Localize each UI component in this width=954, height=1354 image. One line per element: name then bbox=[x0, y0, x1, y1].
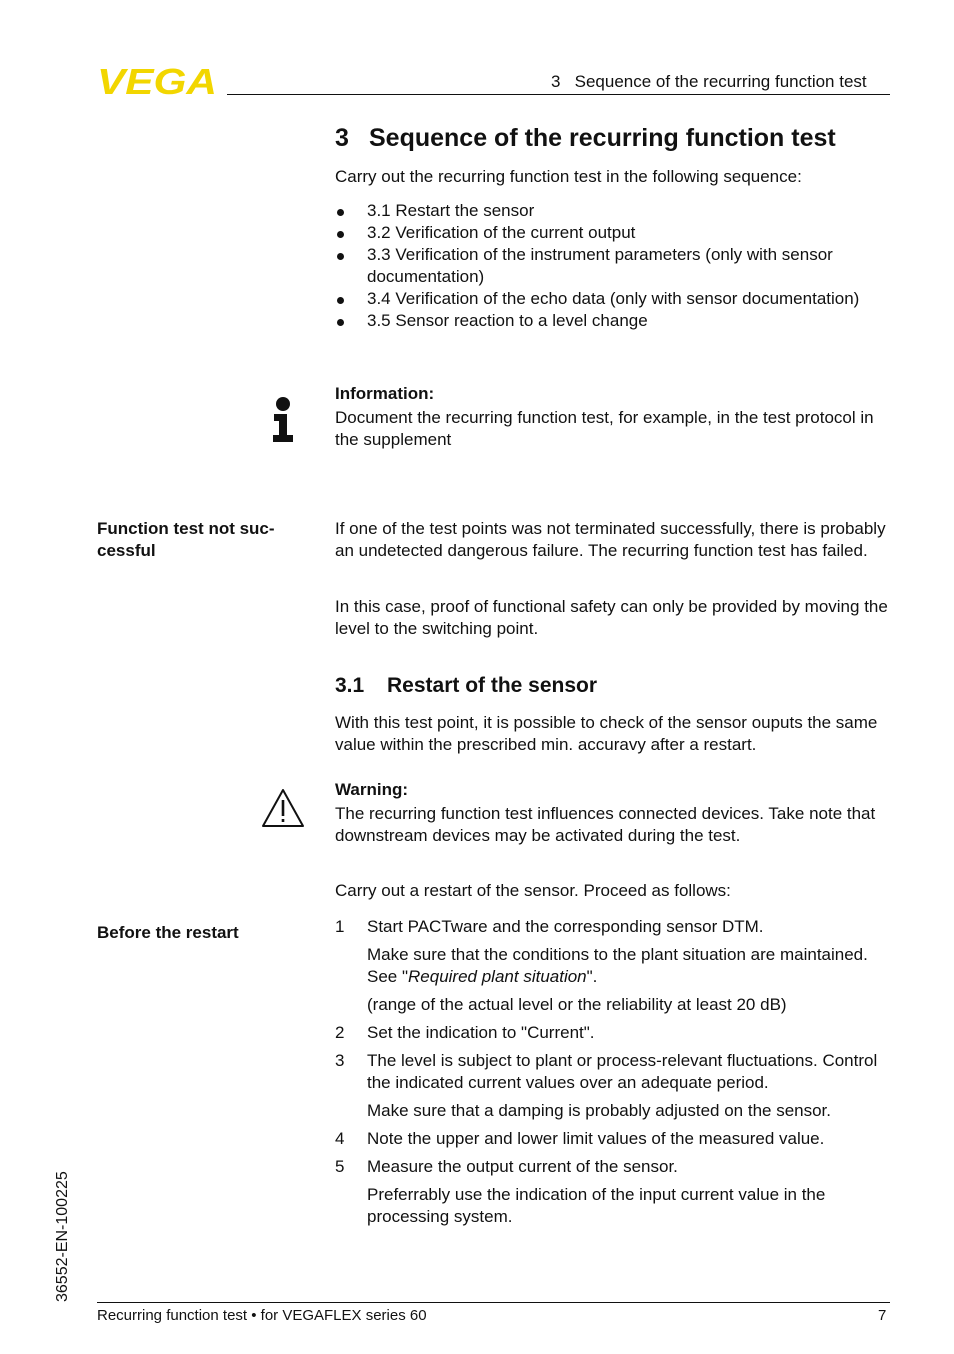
warning-text: The recurring function test influences connected devices. Take note that downstream devices may be activated during the test. bbox=[335, 804, 876, 845]
step-note: Make sure that a damping is probably adjusted on the sensor. bbox=[367, 1101, 832, 1120]
step-5 bbox=[335, 1156, 895, 1228]
section-intro: With this test point, it is possible to check of the sensor ouputs the same value within the prescribed min. accuravy after a restart. bbox=[335, 713, 878, 754]
step-text: The level is subject to plant or process-relevant fluctuations. Control the indicated current values over an adequate period. bbox=[367, 1051, 878, 1092]
bullet-icon bbox=[337, 319, 344, 326]
footer-text: Recurring function test • for VEGAFLEX series 60 bbox=[97, 1307, 427, 1324]
step-text: Note the upper and lower limit values of the measured value. bbox=[367, 1129, 825, 1148]
step-text: Start PACTware and the corresponding sensor DTM. bbox=[367, 917, 764, 936]
step-text: Set the indication to "Current". bbox=[367, 1023, 595, 1042]
step-2 bbox=[335, 1022, 895, 1044]
information-note bbox=[335, 383, 891, 451]
running-header: 3 Sequence of the recurring function test bbox=[551, 72, 867, 91]
chapter-title: Sequence of the recurring function test bbox=[369, 124, 836, 152]
chapter-heading bbox=[335, 122, 836, 154]
information-icon bbox=[272, 397, 294, 449]
step-4 bbox=[335, 1128, 895, 1150]
step-number: 2 bbox=[335, 1023, 345, 1042]
plant-situation-reference: Required plant situation bbox=[408, 967, 587, 986]
list-item: 3.1 Restart the sensor bbox=[335, 200, 895, 222]
warning-title: Warning: bbox=[335, 780, 409, 799]
bullet-icon bbox=[337, 209, 344, 216]
bullet-icon bbox=[337, 231, 344, 238]
failure-paragraph-1: If one of the test points was not terminated successfully, there is probably an undetected dangerous failure. The recurring function test has failed. bbox=[335, 519, 886, 560]
step-1 bbox=[335, 916, 895, 1016]
step-number: 4 bbox=[335, 1129, 345, 1148]
list-item: 3.4 Verification of the echo data (only with sensor documentation) bbox=[335, 288, 895, 310]
step-number: 1 bbox=[335, 917, 345, 936]
section-number: 3.1 bbox=[335, 674, 365, 697]
sequence-list bbox=[335, 200, 895, 332]
step-3 bbox=[335, 1050, 895, 1122]
header-rule bbox=[227, 94, 890, 95]
footer-rule bbox=[97, 1302, 890, 1303]
list-item: 3.2 Verification of the current output bbox=[335, 222, 895, 244]
side-label-function-test: Function test not suc-cessful bbox=[97, 519, 275, 560]
list-item: 3.3 Verification of the instrument parameters (only with sensor documentation) bbox=[335, 244, 895, 288]
section-heading bbox=[335, 673, 597, 699]
page-number: 7 bbox=[878, 1307, 887, 1324]
failure-paragraph-2: In this case, proof of functional safety can only be provided by moving the level to the switching point. bbox=[335, 597, 888, 638]
list-item: 3.5 Sensor reaction to a level change bbox=[335, 310, 895, 332]
step-text: Measure the output current of the sensor. bbox=[367, 1157, 678, 1176]
warning-note bbox=[335, 779, 891, 847]
vega-logo bbox=[97, 66, 219, 102]
section-title: Restart of the sensor bbox=[387, 674, 598, 697]
restart-steps bbox=[335, 916, 895, 1234]
step-note: Make sure that the conditions to the plant situation are maintained. See "Required plant situation". bbox=[367, 945, 868, 986]
bullet-icon bbox=[337, 253, 344, 260]
step-number: 5 bbox=[335, 1157, 345, 1176]
chapter-number: 3 bbox=[335, 124, 349, 152]
information-title: Information: bbox=[335, 384, 435, 403]
document-code: 36552-EN-100225 bbox=[54, 1171, 71, 1302]
step-note: Preferrably use the indication of the input current value in the processing system. bbox=[367, 1185, 826, 1226]
vega-logo-mark bbox=[97, 66, 219, 96]
side-label-before-restart: Before the restart bbox=[97, 923, 239, 942]
bullet-icon bbox=[337, 297, 344, 304]
intro-paragraph: Carry out the recurring function test in the following sequence: bbox=[335, 167, 802, 186]
information-text: Document the recurring function test, for example, in the test protocol in the supplement bbox=[335, 408, 874, 449]
warning-triangle-icon bbox=[261, 788, 305, 834]
step-number: 3 bbox=[335, 1051, 345, 1070]
step-note: (range of the actual level or the reliability at least 20 dB) bbox=[367, 995, 787, 1014]
svg-text:VEGA: VEGA bbox=[97, 66, 217, 96]
restart-intro: Carry out a restart of the sensor. Proceed as follows: bbox=[335, 881, 731, 900]
